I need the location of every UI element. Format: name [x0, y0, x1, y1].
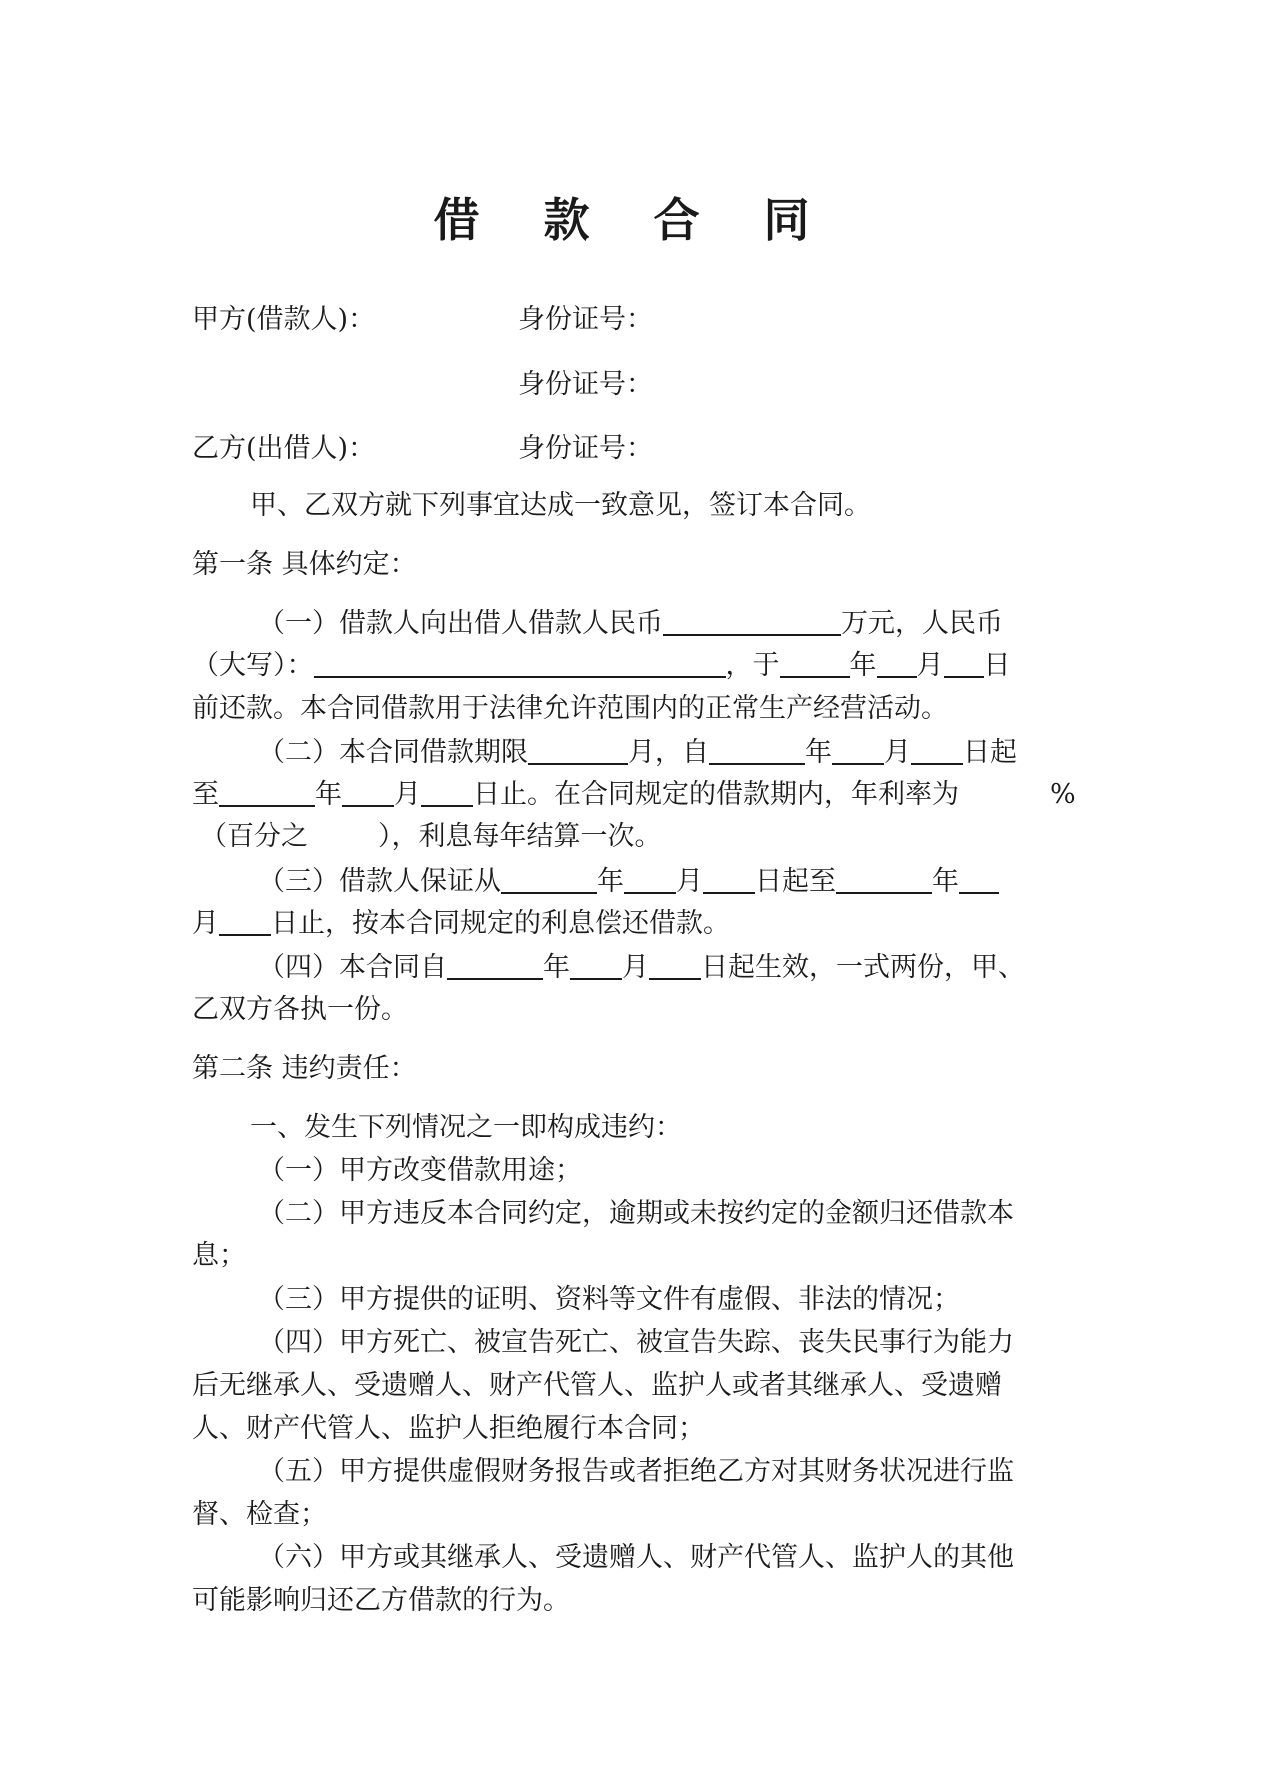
clause-text: 日起 [963, 737, 1017, 768]
clause-1-line-3: 前还款。本合同借款用于法律允许范围内的正常生产经营活动。 [192, 693, 948, 724]
year-blank [709, 733, 805, 765]
year-blank [836, 862, 932, 894]
clause-text: （四）本合同自 [258, 952, 447, 983]
breach-item-2: （二）甲方违反本合同约定，逾期或未按约定的金额归还借款本 [258, 1198, 1014, 1229]
id-number-label: 身份证号： [518, 433, 653, 464]
clause-text: （大写）： [192, 650, 314, 681]
month-blank [342, 775, 394, 807]
breach-item-1: （一）甲方改变借款用途； [258, 1155, 582, 1186]
party-b-label: 乙方(出借人)： [192, 433, 376, 464]
clause-text: 年 [543, 952, 570, 983]
clause-text: 年 [597, 866, 624, 897]
clause-2-line-3 [200, 817, 662, 857]
breach-item-4-cont: 人、财产代管人、监护人拒绝履行本合同； [192, 1413, 705, 1444]
year-blank [501, 862, 597, 894]
breach-item-5: （五）甲方提供虚假财务报告或者拒绝乙方对其财务状况进行监 [258, 1456, 1014, 1487]
clause-text: 月 [676, 866, 703, 897]
amount-in-words-blank [314, 646, 726, 678]
clause-text: （二）本合同借款期限 [258, 737, 528, 768]
clause-text: 至 [192, 779, 219, 810]
clause-text: 月 [192, 908, 219, 939]
breach-intro: 一、发生下列情况之一即构成违约： [250, 1112, 682, 1143]
clause-text: 日起生效，一式两份，甲、 [701, 952, 1025, 983]
clause-text: 年 [849, 650, 877, 681]
clause-text: （一）借款人向出借人借款人民币 [258, 608, 663, 639]
clause-3-line-2 [192, 904, 730, 944]
breach-item-4: （四）甲方死亡、被宣告死亡、被宣告失踪、丧失民事行为能力 [258, 1327, 1014, 1358]
intro-paragraph: 甲、乙双方就下列事宜达成一致意见，签订本合同。 [250, 490, 871, 521]
percent-sign: % [1050, 779, 1076, 810]
clause-2-line-1 [258, 733, 1017, 773]
breach-item-6: （六）甲方或其继承人、受遗赠人、财产代管人、监护人的其他 [258, 1542, 1014, 1573]
clause-1-line-1 [258, 604, 1003, 644]
breach-item-4-cont: 后无继承人、受遗赠人、财产代管人、监护人或者其继承人、受遗赠 [192, 1370, 1002, 1401]
clause-3-line-1 [258, 862, 999, 902]
clause-text: 日起至 [755, 866, 836, 897]
clause-text: ，于 [725, 650, 780, 681]
id-number-label: 身份证号： [518, 369, 653, 400]
clause-text: ），利息每年结算一次。 [378, 821, 662, 852]
clause-text: 万元，人民币 [841, 608, 1003, 639]
day-blank [703, 862, 755, 894]
clause-text: （三）借款人保证从 [258, 866, 501, 897]
clause-text: 日止。在合同规定的借款期内，年利率为 [473, 779, 959, 810]
year-blank [447, 948, 543, 980]
clause-text: 年 [315, 779, 342, 810]
clause-1-line-2 [192, 646, 1011, 686]
clause-text: 年 [805, 737, 832, 768]
breach-item-5-cont: 督、检查； [192, 1499, 327, 1530]
party-a-label: 甲方(借款人)： [192, 304, 376, 335]
day-blank [219, 904, 271, 936]
month-blank [570, 948, 622, 980]
clause-text: 日止，按本合同规定的利息偿还借款。 [271, 908, 730, 939]
clause-text: 月 [394, 779, 421, 810]
clause-text: 月 [916, 650, 944, 681]
clause-text: （百分之 [200, 821, 308, 852]
clause-text: 月 [884, 737, 911, 768]
breach-item-6-cont: 可能影响归还乙方借款的行为。 [192, 1585, 570, 1616]
breach-item-2-cont: 息； [192, 1240, 246, 1271]
month-blank [877, 646, 917, 678]
article-2-heading: 第二条 违约责任： [192, 1053, 417, 1084]
document-title: 借 款 合 同 [433, 193, 834, 247]
clause-2-line-2 [192, 775, 959, 815]
months-blank [528, 733, 628, 765]
year-blank [780, 646, 850, 678]
clause-4-line-2: 乙双方各执一份。 [192, 994, 408, 1025]
id-number-label: 身份证号： [518, 304, 653, 335]
day-blank [649, 948, 701, 980]
day-blank [421, 775, 473, 807]
breach-item-3: （三）甲方提供的证明、资料等文件有虚假、非法的情况； [258, 1284, 960, 1315]
article-1-heading: 第一条 具体约定： [192, 549, 417, 580]
clause-text: 年 [932, 866, 959, 897]
month-blank [959, 862, 999, 894]
year-blank [219, 775, 315, 807]
amount-blank [663, 604, 841, 636]
day-blank [911, 733, 963, 765]
day-blank [944, 646, 984, 678]
month-blank [624, 862, 676, 894]
clause-text: 月，自 [628, 737, 709, 768]
month-blank [832, 733, 884, 765]
clause-text: 月 [622, 952, 649, 983]
clause-text: 日 [983, 650, 1011, 681]
clause-4-line-1 [258, 948, 1025, 988]
